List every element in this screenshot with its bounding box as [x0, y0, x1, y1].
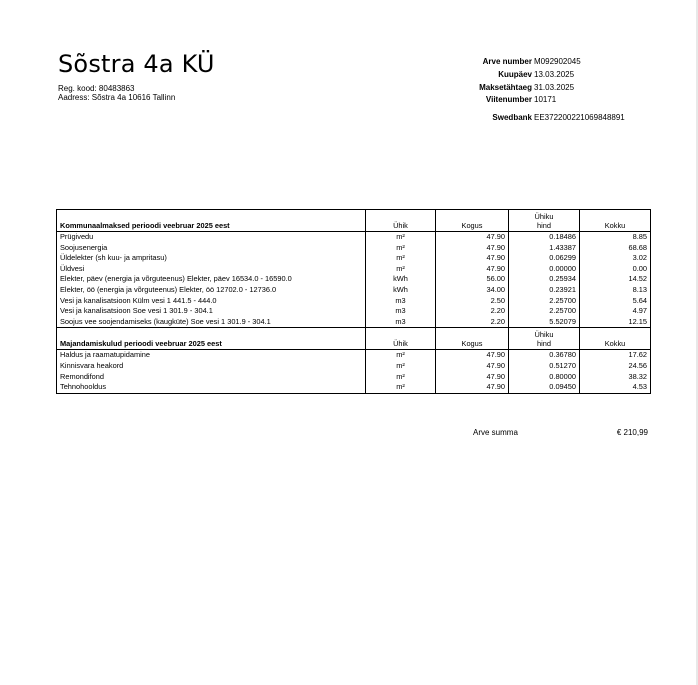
item-unit-price: 0.23921: [509, 285, 580, 296]
meta-due-date: [430, 82, 660, 95]
item-name: Üldelekter (sh kuu- ja ampritasu): [57, 253, 366, 264]
company-name: Sõstra 4a KÜ: [58, 50, 215, 78]
meta-label: Kuupäev: [498, 69, 532, 79]
item-name: Elekter, öö (energia ja võrguteenus) Elekter, öö 12702.0 - 12736.0: [57, 285, 366, 296]
item-unit-price: 0.00000: [509, 264, 580, 275]
item-unit-price: 0.51270: [509, 361, 580, 372]
col-quantity: Kogus: [436, 210, 509, 232]
item-quantity: 47.90: [436, 350, 509, 361]
item-total: 17.62: [628, 350, 647, 360]
invoice-table: [56, 209, 651, 394]
item-name: Elekter, päev (energia ja võrguteenus) Elekter, päev 16534.0 - 16590.0: [57, 274, 366, 285]
table-row: [57, 243, 651, 254]
item-name: Prügivedu: [57, 232, 366, 243]
section-header-row: [57, 328, 651, 350]
item-unit-price: 0.80000: [509, 372, 580, 383]
reg-code: Reg. kood: 80483863: [58, 84, 135, 93]
item-quantity: 56.00: [436, 274, 509, 285]
item-quantity: 47.90: [436, 253, 509, 264]
col-unit: Ühik: [366, 210, 436, 232]
meta-date: [430, 69, 660, 82]
item-unit: m²: [366, 264, 436, 275]
col-quantity: Kogus: [436, 328, 509, 350]
item-quantity: 47.90: [436, 232, 509, 243]
item-total: 68.68: [628, 242, 647, 252]
bank-iban: EE372200221069848891: [534, 113, 625, 122]
item-quantity: 47.90: [436, 361, 509, 372]
item-name: Remondifond: [57, 372, 366, 383]
bank-label: Swedbank: [492, 113, 532, 122]
item-quantity: 2.20: [436, 306, 509, 317]
meta-value: 10171: [534, 95, 557, 105]
item-quantity: 34.00: [436, 285, 509, 296]
item-unit-price: 0.36780: [509, 350, 580, 361]
col-unit-price-line1: Ühiku: [534, 330, 554, 340]
col-unit-price-line1: Ühiku: [534, 212, 554, 221]
table-row: [57, 350, 651, 361]
item-total: 3.02: [632, 253, 647, 263]
item-unit: m²: [366, 232, 436, 243]
item-unit-price: 2.25700: [509, 296, 580, 307]
item-total: 8.13: [632, 284, 647, 294]
item-name: Soojus vee soojendamiseks (kaugküte) Soe vesi 1 301.9 - 304.1: [57, 317, 366, 328]
item-name: Vesi ja kanalisatsioon Soe vesi 1 301.9 - 304.1: [57, 306, 366, 317]
item-total: 24.56: [628, 360, 647, 370]
item-name: Soojusenergia: [57, 243, 366, 254]
table-row: [57, 253, 651, 264]
item-name: Haldus ja raamatupidamine: [57, 350, 366, 361]
meta-value: 31.03.2025: [534, 82, 575, 92]
item-unit: m3: [366, 296, 436, 307]
item-unit: m3: [366, 306, 436, 317]
meta-label: Viitenumber: [485, 95, 532, 105]
item-unit-price: 0.06299: [509, 253, 580, 264]
item-name: Tehnohooldus: [57, 382, 366, 393]
section-management: [57, 350, 651, 393]
table-row: [57, 306, 651, 317]
item-quantity: 47.90: [436, 243, 509, 254]
item-unit: m²: [366, 372, 436, 383]
table-row: [57, 296, 651, 307]
col-total: Kokku: [580, 328, 651, 350]
item-unit: m²: [366, 350, 436, 361]
col-unit-price-line2: hind: [537, 339, 551, 349]
col-unit-price: [509, 328, 580, 350]
item-unit-price: 2.25700: [509, 306, 580, 317]
meta-label: Arve number: [482, 57, 532, 66]
item-total: 38.32: [628, 371, 647, 381]
table-row: [57, 372, 651, 383]
table-row: [57, 264, 651, 275]
item-unit: m²: [366, 361, 436, 372]
item-unit-price: 0.18486: [509, 232, 580, 243]
section-header-row: [57, 210, 651, 232]
item-total: 0.00: [632, 263, 647, 273]
item-total: 4.97: [632, 306, 647, 316]
meta-value: M092902045: [534, 57, 581, 66]
item-quantity: 47.90: [436, 264, 509, 275]
item-unit: m²: [366, 243, 436, 254]
table-row: [57, 382, 651, 393]
table-row: [57, 361, 651, 372]
item-unit: m3: [366, 317, 436, 328]
meta-invoice-number: [430, 56, 660, 69]
item-total: 8.85: [632, 232, 647, 241]
table-row: [57, 274, 651, 285]
item-total: 4.53: [580, 382, 651, 393]
item-name: Üldvesi: [57, 264, 366, 275]
invoice-meta: [430, 56, 660, 107]
company-address: Aadress: Sõstra 4a 10616 Tallinn: [58, 93, 176, 102]
item-total: 5.64: [632, 295, 647, 305]
item-unit: kWh: [366, 274, 436, 285]
item-quantity: 2.20: [436, 317, 509, 328]
item-unit: m²: [366, 253, 436, 264]
table-row: [57, 285, 651, 296]
table-row: [57, 317, 651, 328]
col-unit-price: [509, 210, 580, 232]
total-value: € 210,99: [616, 428, 648, 437]
section-utilities: [57, 232, 651, 328]
item-total: 14.52: [628, 274, 647, 284]
item-unit-price: 0.09450: [509, 382, 580, 393]
item-unit-price: 0.25934: [509, 274, 580, 285]
item-unit-price: 5.52079: [509, 317, 580, 328]
item-name: Vesi ja kanalisatsioon Külm vesi 1 441.5 - 444.0: [57, 296, 366, 307]
section-title: Kommunaalmaksed perioodi veebruar 2025 eest: [57, 210, 366, 232]
meta-reference: [430, 94, 660, 107]
meta-value: 13.03.2025: [534, 69, 575, 79]
item-unit-price: 1.43387: [509, 243, 580, 254]
total-label: Arve summa: [473, 428, 518, 437]
item-total: 12.15: [580, 317, 651, 328]
section-title: Majandamiskulud perioodi veebruar 2025 eest: [57, 328, 366, 350]
item-unit: m²: [366, 382, 436, 393]
company-details: [58, 84, 175, 102]
item-quantity: 47.90: [436, 372, 509, 383]
col-unit: Ühik: [366, 328, 436, 350]
item-quantity: 47.90: [436, 382, 509, 393]
meta-label: Maksetähtaeg: [479, 82, 532, 92]
table-row: [57, 232, 651, 243]
col-total: Kokku: [580, 210, 651, 232]
bank-account: [430, 112, 660, 124]
item-unit: kWh: [366, 285, 436, 296]
item-quantity: 2.50: [436, 296, 509, 307]
item-name: Kinnisvara heakord: [57, 361, 366, 372]
col-unit-price-line2: hind: [537, 221, 551, 230]
